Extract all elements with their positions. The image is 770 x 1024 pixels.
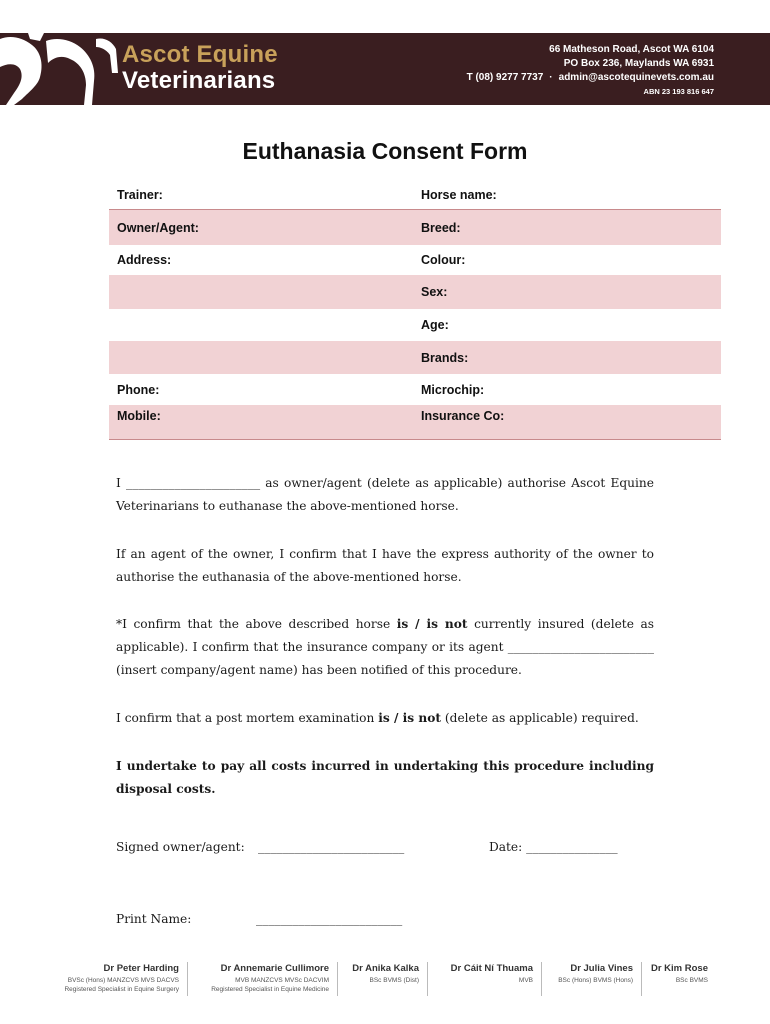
authorisation-paragraph: I ______________________ as owner/agent (delete as applicable) authorise Ascot Equine Veterinarians to euthanase the above-mentioned horse.	[116, 476, 654, 513]
age-label: Age:	[421, 318, 449, 332]
sex-label: Sex:	[421, 285, 448, 299]
microchip-label: Microchip:	[421, 382, 485, 397]
insurance-text-c: currently insured (delete as applicable). I confirm that the insurance company or its agent ________________________ (insert company/agent name) has been notified of this procedure.	[116, 617, 654, 677]
table-row	[109, 209, 721, 245]
doctor-qualification: MVB	[518, 977, 533, 984]
signature-line[interactable]: ________________________	[258, 840, 405, 854]
doctor-name: Dr Anika Kalka	[352, 963, 419, 974]
signed-label: Signed owner/agent:	[116, 840, 245, 854]
phone-text: T (08) 9277 7737	[466, 72, 544, 83]
brand-line2: Veterinarians	[122, 67, 276, 94]
print-name-line[interactable]: ________________________	[256, 912, 403, 926]
brands-label: Brands:	[421, 350, 469, 365]
brand-name	[122, 42, 278, 94]
breed-label: Breed:	[421, 220, 461, 235]
contact-block	[467, 43, 714, 99]
email-link[interactable]: admin@ascotequinevets.com.au	[558, 72, 714, 83]
doctor-block	[642, 962, 716, 996]
doctor-name: Dr Kim Rose	[650, 963, 708, 974]
doctor-name: Dr Peter Harding	[103, 963, 179, 974]
address-label: Address:	[117, 253, 172, 267]
table-row	[109, 309, 721, 341]
insurance-co-label: Insurance Co:	[421, 409, 505, 423]
doctor-block	[188, 962, 338, 996]
horse-name-label: Horse name:	[421, 187, 497, 202]
doctor-block	[542, 962, 642, 996]
agent-authority-paragraph: If an agent of the owner, I confirm that I have the express authority of the owner to authorise the euthanasia of the above-mentioned horse.	[116, 547, 654, 584]
post-mortem-text-a: I confirm that a post mortem examination	[116, 711, 379, 725]
phone-email-row: T (08) 9277 7737 · admin@ascotequinevets.com.au	[466, 72, 714, 83]
doctor-qualification: BSc BVMS (Dist)	[369, 977, 419, 984]
mobile-label: Mobile:	[117, 409, 161, 423]
post-mortem-text-c: (delete as applicable) required.	[441, 711, 639, 725]
doctor-block	[50, 962, 188, 996]
doctor-specialty: Registered Specialist in Equine Medicine	[211, 986, 329, 993]
post-mortem-is-is-not: is / is not	[378, 711, 442, 725]
insurance-is-is-not: is / is not	[396, 617, 468, 631]
doctor-block	[338, 962, 428, 996]
address-line-3	[109, 309, 415, 341]
doctor-name: Dr Julia Vines	[570, 963, 633, 974]
table-row	[109, 275, 721, 309]
table-row	[109, 374, 721, 405]
table-row	[109, 180, 721, 209]
abn-text: ABN 23 193 816 647	[643, 87, 714, 96]
doctor-qualification: MVB MANZCVS MVSc DACVIM	[235, 977, 329, 984]
table-row	[109, 405, 721, 440]
doctor-name: Dr Annemarie Cullimore	[220, 963, 329, 974]
trainer-label: Trainer:	[117, 187, 163, 202]
details-table	[109, 180, 721, 440]
owner-agent-label: Owner/Agent:	[117, 220, 199, 235]
doctor-name: Dr Cáit Ní Thuama	[450, 963, 533, 974]
phone-label: Phone:	[117, 382, 160, 397]
letterhead-banner	[0, 33, 770, 105]
doctor-qualification: BVSc (Hons) MANZCVS MVS DACVS	[67, 977, 179, 984]
insurance-text-a: *I confirm that the above described horse	[116, 617, 397, 631]
doctor-block	[428, 962, 542, 996]
post-mortem-paragraph	[116, 707, 654, 730]
table-row	[109, 245, 721, 275]
date-field[interactable]: Date: _______________	[489, 840, 618, 854]
address-line-2	[109, 275, 415, 309]
page-title: Euthanasia Consent Form	[242, 138, 528, 164]
table-row	[109, 341, 721, 374]
print-name-label: Print Name:	[116, 912, 192, 926]
insurance-paragraph	[116, 613, 654, 682]
brand-line1: Ascot Equine	[122, 41, 278, 68]
doctor-specialty: Registered Specialist in Equine Surgery	[64, 986, 179, 993]
doctor-qualification: BSc BVMS	[675, 977, 708, 984]
doctor-qualification: BSc (Hons) BVMS (Hons)	[558, 977, 633, 984]
address-line1: 66 Matheson Road, Ascot WA 6104	[549, 44, 714, 55]
colour-label: Colour:	[421, 253, 466, 267]
address-line2: PO Box 236, Maylands WA 6931	[563, 58, 714, 69]
vets-footer	[50, 962, 720, 996]
address-line-4	[109, 341, 415, 374]
horse-silhouette-icon	[0, 33, 120, 105]
costs-undertaking-paragraph: I undertake to pay all costs incurred in undertaking this procedure including disposal costs.	[116, 759, 654, 796]
